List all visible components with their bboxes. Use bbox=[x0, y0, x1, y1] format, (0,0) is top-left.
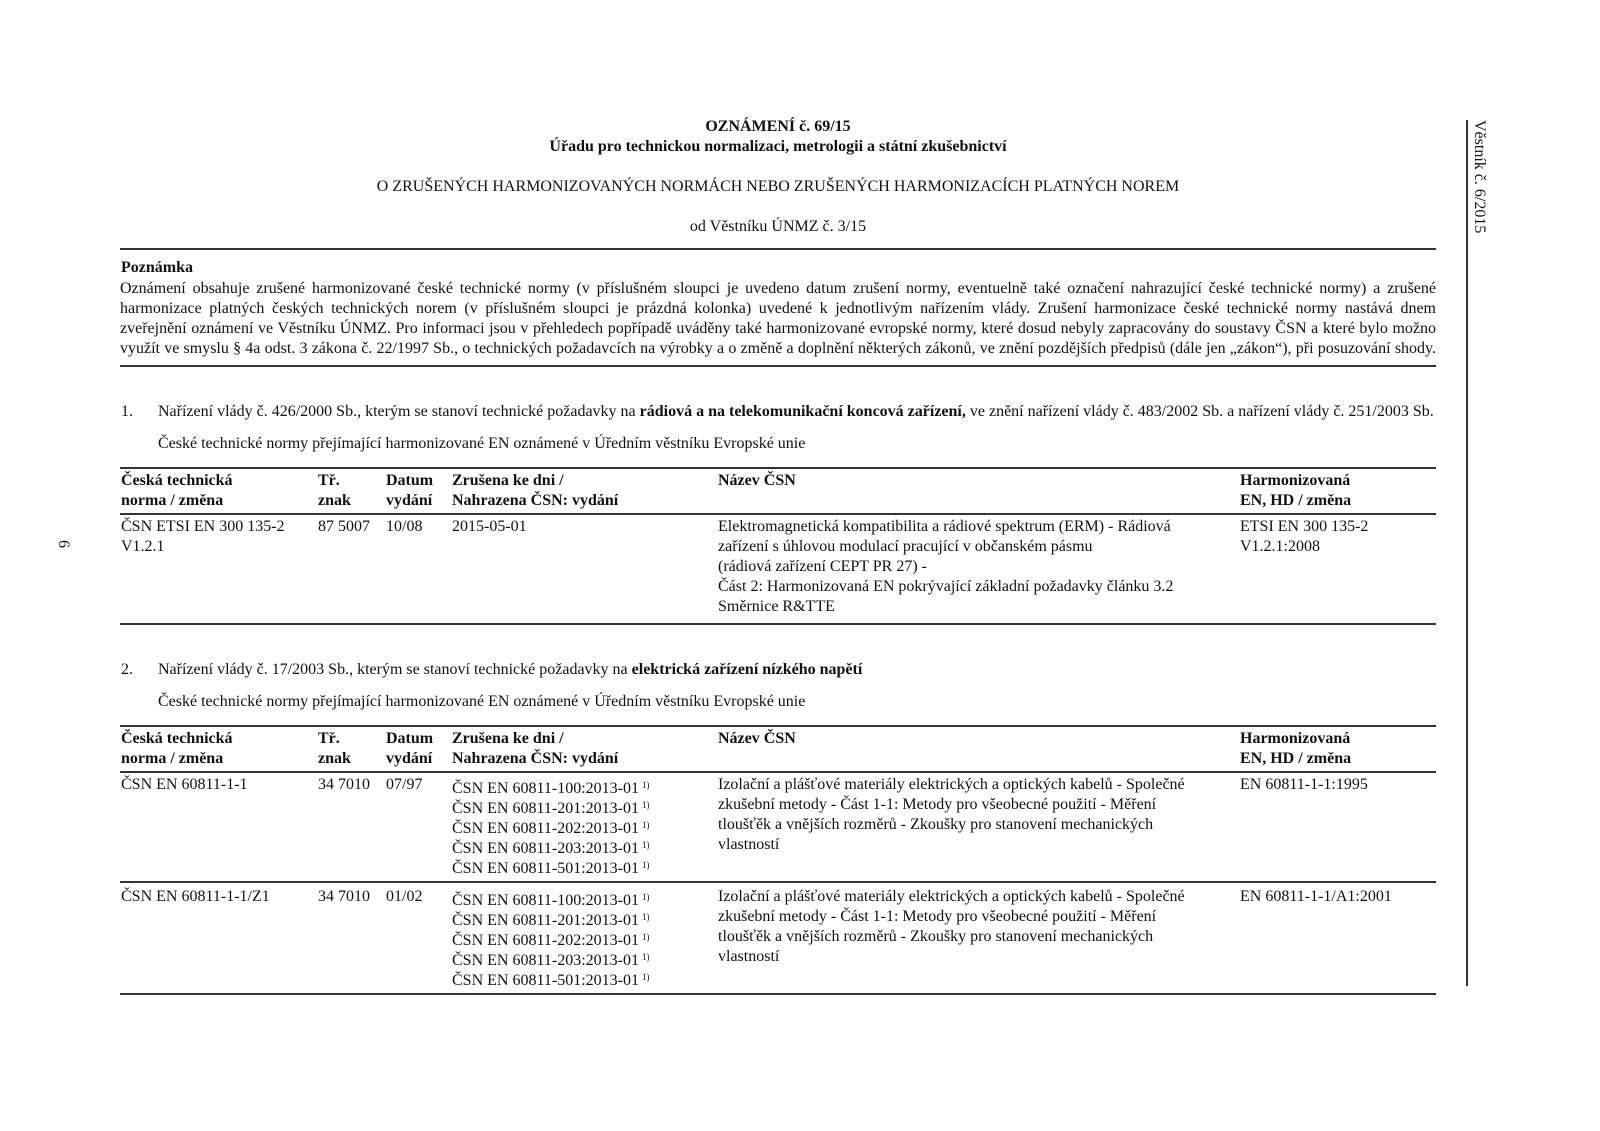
cell-text: ČSN EN 60811-501:2013-01 bbox=[452, 972, 639, 989]
column-header: vydání bbox=[386, 492, 433, 509]
cell-datum: 07/97 bbox=[386, 776, 423, 793]
cell-harm: ETSI EN 300 135-2 bbox=[1240, 518, 1369, 535]
side-rule bbox=[1466, 120, 1468, 986]
note-title: Poznámka bbox=[121, 259, 193, 276]
cell-nazev: zařízení s úhlovou modulací pracující v občanském pásmu bbox=[718, 538, 1093, 555]
column-header: Česká technická bbox=[121, 472, 233, 489]
page-number: 6 bbox=[55, 540, 72, 548]
doc-subtitle: Úřadu pro technickou normalizaci, metrologii a státní zkušebnictví bbox=[549, 138, 1007, 155]
cell-text: ČSN EN 60811-201:2013-01 bbox=[452, 912, 639, 929]
footnote-mark: 1) bbox=[641, 840, 650, 850]
cell-nazev: tloušťěk a vnějších rozměrů - Zkoušky pro stanovení mechanických bbox=[718, 928, 1154, 945]
column-header: Tř. bbox=[318, 472, 340, 489]
section-number: 1. bbox=[121, 403, 133, 420]
footnote-mark: 1) bbox=[641, 892, 650, 902]
cell-norma: ČSN EN 60811-1-1/Z1 bbox=[121, 888, 270, 905]
note-line: využít ve smyslu § 4a odst. 3 zákona č. 22/1997 Sb., o technických požadavcích na výrobky a o změně a doplnění některých zákonů, ve znění pozdějších předpisů (dále jen „zákon“), při posuzování shody. bbox=[120, 340, 1436, 357]
cell-nazev: Izolační a plášťové materiály elektrických a optických kabelů - Společné bbox=[718, 776, 1185, 793]
cell-harm: EN 60811-1-1/A1:2001 bbox=[1240, 888, 1392, 905]
section-heading bbox=[158, 402, 1434, 422]
column-header: Nahrazena ČSN: vydání bbox=[452, 750, 619, 767]
cell-text: ČSN EN 60811-203:2013-01 bbox=[452, 840, 639, 857]
footnote-mark: 1) bbox=[641, 932, 650, 942]
table-rule bbox=[120, 513, 1436, 515]
cell-nazev: vlastností bbox=[718, 948, 780, 965]
column-header: Tř. bbox=[318, 730, 340, 747]
table-rule bbox=[120, 467, 1436, 469]
cell-datum: 10/08 bbox=[386, 518, 423, 535]
section-subheading: České technické normy přejímající harmonizované EN oznámené v Úředním věstníku Evropské unie bbox=[158, 693, 806, 710]
cell-zrusena: 2015-05-01 bbox=[452, 518, 527, 535]
footnote-mark: 1) bbox=[641, 800, 650, 810]
note-line: zveřejnění oznámení ve Věstníku ÚNMZ. Pro informaci jsou v přehledech popřípadě uváděny také harmonizované evropské normy, které dosud nebyly zapracovány do soustavy ČSN a které bylo možno bbox=[120, 320, 1436, 337]
cell-text: ČSN EN 60811-501:2013-01 bbox=[452, 860, 639, 877]
column-header: norma / změna bbox=[121, 750, 224, 767]
divider bbox=[120, 248, 1436, 250]
doc-source: od Věstníku ÚNMZ č. 3/15 bbox=[689, 218, 867, 235]
note-line: harmonizace platných českých technických norem (v příslušném sloupci je prázdná kolonka) uvedené k jednotlivým nařízením vlády. Zrušení harmonizace české technické normy nastává dnem bbox=[120, 300, 1436, 317]
footnote-mark: 1) bbox=[641, 860, 650, 870]
column-header: Harmonizovaná bbox=[1240, 472, 1351, 489]
cell-nazev: vlastností bbox=[718, 836, 780, 853]
cell-znak: 34 7010 bbox=[318, 776, 370, 793]
cell-nazev: tloušťěk a vnějších rozměrů - Zkoušky pro stanovení mechanických bbox=[718, 816, 1154, 833]
column-header: Datum bbox=[386, 730, 434, 747]
cell-norma: ČSN EN 60811-1-1 bbox=[121, 776, 248, 793]
table-rule bbox=[120, 993, 1436, 995]
heading-text: Nařízení vlády č. 17/2003 Sb., kterým se stanoví technické požadavky na bbox=[158, 661, 632, 678]
note-line: Oznámení obsahuje zrušené harmonizované české technické normy (v příslušném sloupci je uvedeno datum zrušení normy, eventuelně také označení nahrazující české technické normy) a zrušené bbox=[120, 280, 1436, 297]
column-header: vydání bbox=[386, 750, 433, 767]
cell-harm: V1.2.1:2008 bbox=[1240, 538, 1320, 555]
column-header: EN, HD / změna bbox=[1240, 492, 1352, 509]
cell-text: ČSN EN 60811-100:2013-01 bbox=[452, 892, 639, 909]
column-header: Česká technická bbox=[121, 730, 233, 747]
column-header: Harmonizovaná bbox=[1240, 730, 1351, 747]
column-header: Zrušena ke dni / bbox=[452, 472, 564, 489]
table-rule bbox=[120, 881, 1436, 883]
column-header: Datum bbox=[386, 472, 434, 489]
cell-nazev: Izolační a plášťové materiály elektrických a optických kabelů - Společné bbox=[718, 888, 1185, 905]
cell-text: ČSN EN 60811-202:2013-01 bbox=[452, 820, 639, 837]
table-rule bbox=[120, 623, 1436, 625]
heading-bold: elektrická zařízení nízkého napětí bbox=[631, 661, 863, 678]
table-rule bbox=[120, 771, 1436, 773]
section-heading bbox=[158, 660, 862, 680]
cell-nazev: Směrnice R&TTE bbox=[718, 598, 835, 615]
journal-label: Věstník č. 6/2015 bbox=[1471, 120, 1488, 234]
footnote-mark: 1) bbox=[641, 820, 650, 830]
column-header: Název ČSN bbox=[718, 472, 796, 489]
cell-nazev: zkušební metody - Část 1-1: Metody pro všeobecné použití - Měření bbox=[718, 796, 1157, 813]
cell-text: ČSN EN 60811-202:2013-01 bbox=[452, 932, 639, 949]
column-header: EN, HD / změna bbox=[1240, 750, 1352, 767]
column-header: norma / změna bbox=[121, 492, 224, 509]
cell-nazev: (rádiová zařízení CEPT PR 27) - bbox=[718, 558, 927, 575]
cell-znak: 34 7010 bbox=[318, 888, 370, 905]
cell-nazev: zkušební metody - Část 1-1: Metody pro všeobecné použití - Měření bbox=[718, 908, 1157, 925]
column-header: znak bbox=[318, 750, 351, 767]
doc-heading: O ZRUŠENÝCH HARMONIZOVANÝCH NORMÁCH NEBO ZRUŠENÝCH HARMONIZACÍCH PLATNÝCH NOREM bbox=[376, 178, 1180, 195]
cell-nazev: Elektromagnetická kompatibilita a rádiové spektrum (ERM) - Rádiová bbox=[718, 518, 1171, 535]
section-subheading: České technické normy přejímající harmonizované EN oznámené v Úředním věstníku Evropské unie bbox=[158, 435, 806, 452]
cell-datum: 01/02 bbox=[386, 888, 423, 905]
cell-norma: ČSN ETSI EN 300 135-2 bbox=[121, 518, 285, 535]
heading-text: Nařízení vlády č. 426/2000 Sb., kterým se stanoví technické požadavky na bbox=[158, 403, 640, 420]
cell-text: ČSN EN 60811-203:2013-01 bbox=[452, 952, 639, 969]
note-paragraph bbox=[120, 279, 1436, 359]
cell-znak: 87 5007 bbox=[318, 518, 370, 535]
footnote-mark: 1) bbox=[641, 952, 650, 962]
section-number: 2. bbox=[121, 661, 133, 678]
cell-harm: EN 60811-1-1:1995 bbox=[1240, 776, 1368, 793]
heading-bold: rádiová a na telekomunikační koncová zařízení, bbox=[639, 403, 966, 420]
doc-title: OZNÁMENÍ č. 69/15 bbox=[705, 118, 851, 135]
cell-text: ČSN EN 60811-201:2013-01 bbox=[452, 800, 639, 817]
cell-norma: V1.2.1 bbox=[121, 538, 165, 555]
footnote-mark: 1) bbox=[641, 780, 650, 790]
heading-text: ve znění nařízení vlády č. 483/2002 Sb. a nařízení vlády č. 251/2003 Sb. bbox=[965, 403, 1434, 420]
column-header: Zrušena ke dni / bbox=[452, 730, 564, 747]
footnote-mark: 1) bbox=[641, 912, 650, 922]
footnote-mark: 1) bbox=[641, 972, 650, 982]
column-header: Název ČSN bbox=[718, 730, 796, 747]
table-rule bbox=[120, 725, 1436, 727]
column-header: znak bbox=[318, 492, 351, 509]
column-header: Nahrazena ČSN: vydání bbox=[452, 492, 619, 509]
cell-zrusena bbox=[452, 855, 649, 879]
divider bbox=[120, 365, 1436, 367]
cell-text: ČSN EN 60811-100:2013-01 bbox=[452, 780, 639, 797]
cell-nazev: Část 2: Harmonizovaná EN pokrývající základní požadavky článku 3.2 bbox=[718, 578, 1174, 595]
cell-zrusena bbox=[452, 967, 649, 991]
